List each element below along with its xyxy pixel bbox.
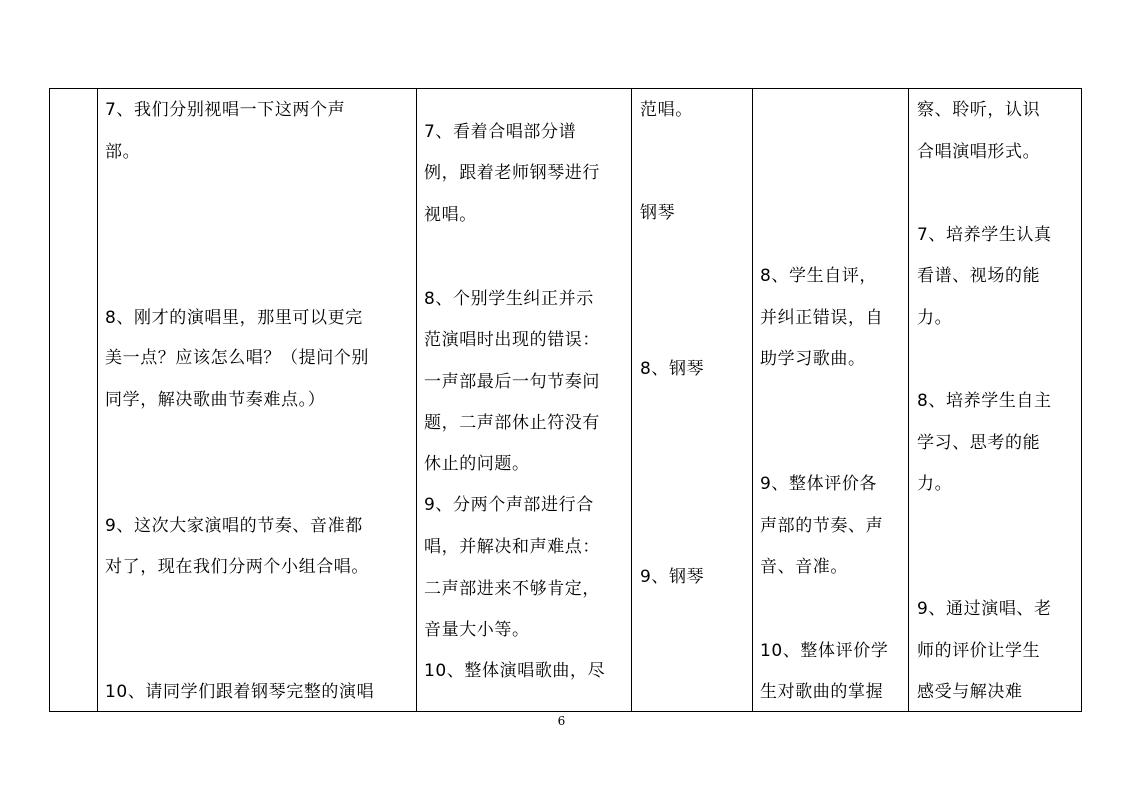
lesson-plan-table	[49, 88, 1082, 712]
intent-line: 力。	[917, 474, 953, 494]
teacher-line: 同学，解决歌曲节奏难点。）	[105, 390, 326, 410]
student-line: 10、整体演唱歌曲，尽	[424, 661, 606, 681]
teacher-line: 9、这次大家演唱的节奏、音准都	[105, 516, 363, 536]
student-line: 题，二声部休止符没有	[424, 413, 600, 433]
intent-line: 师的评价让学生	[917, 641, 1041, 661]
media-line: 范唱。	[640, 100, 693, 120]
student-activity-column	[417, 89, 632, 712]
intent-line: 察、聆听，认识	[917, 100, 1041, 120]
teacher-line: 部。	[105, 142, 141, 162]
intent-column	[909, 89, 1082, 712]
media-line: 9、钢琴	[640, 567, 705, 587]
evaluation-line: 声部的节奏、声	[760, 516, 884, 536]
intent-line: 感受与解决难	[917, 682, 1023, 702]
student-line: 视唱。	[424, 205, 477, 225]
intent-line: 力。	[917, 308, 953, 328]
student-line: 例，跟着老师钢琴进行	[424, 163, 600, 183]
evaluation-line: 生对歌曲的掌握	[760, 682, 884, 702]
student-line: 一声部最后一句节奏问	[424, 372, 600, 392]
evaluation-line: 音、音准。	[760, 557, 848, 577]
step-column	[50, 89, 98, 712]
student-line: 二声部进来不够肯定，	[424, 579, 600, 599]
table-row	[50, 89, 1082, 712]
student-line: 范演唱时出现的错误：	[424, 330, 600, 350]
intent-line: 合唱演唱形式。	[917, 142, 1041, 162]
student-line: 7、看着合唱部分谱	[424, 122, 577, 142]
student-line: 音量大小等。	[424, 620, 530, 640]
evaluation-line: 并纠正错误，自	[760, 308, 884, 328]
page-number: 6	[557, 714, 566, 728]
teacher-activity-column	[98, 89, 417, 712]
teacher-line: 10、请同学们跟着钢琴完整的演唱	[105, 682, 375, 702]
intent-line: 8、培养学生自主	[917, 391, 1052, 411]
media-line: 钢琴	[640, 203, 676, 223]
evaluation-line: 10、整体评价学	[760, 641, 889, 661]
evaluation-column	[753, 89, 909, 712]
teacher-line: 7、我们分别视唱一下这两个声	[105, 100, 346, 120]
intent-line: 7、培养学生认真	[917, 225, 1052, 245]
teacher-line: 8、刚才的演唱里，那里可以更完	[105, 308, 363, 328]
intent-line: 看谱、视场的能	[917, 266, 1041, 286]
media-column	[632, 89, 753, 712]
intent-line: 9、通过演唱、老	[917, 599, 1052, 619]
student-line: 休止的问题。	[424, 454, 530, 474]
evaluation-line: 8、学生自评，	[760, 266, 878, 286]
student-line: 9、分两个声部进行合	[424, 495, 594, 515]
teacher-line: 美一点？应该怎么唱？（提问个别	[105, 348, 369, 368]
media-line: 8、钢琴	[640, 359, 705, 379]
intent-line: 学习、思考的能	[917, 433, 1041, 453]
evaluation-line: 助学习歌曲。	[760, 349, 866, 369]
teacher-line: 对了，现在我们分两个小组合唱。	[105, 557, 369, 577]
student-line: 8、个别学生纠正并示	[424, 289, 594, 309]
evaluation-line: 9、整体评价各	[760, 474, 878, 494]
student-line: 唱，并解决和声难点：	[424, 537, 600, 557]
